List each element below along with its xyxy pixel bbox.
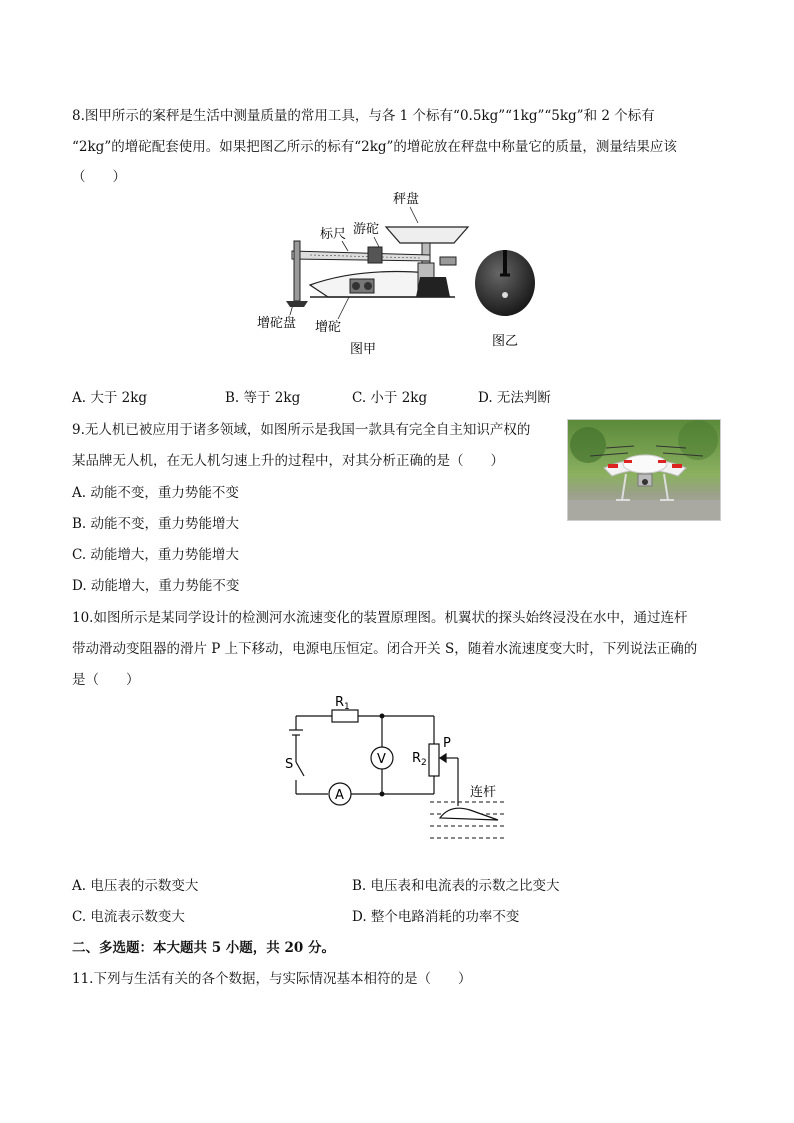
- label-weight: 增砣: [315, 320, 342, 335]
- q10-line3: 是（ ）: [72, 672, 140, 688]
- q10-line1: 10.如图所示是某同学设计的检测河水流速变化的装置原理图。机翼状的探头始终浸没在水中，通过连杆: [72, 610, 688, 626]
- voltmeter-icon: V: [377, 752, 386, 767]
- q10-option-b: B. 电压表和电流表的示数之比变大: [352, 878, 560, 894]
- section-heading: 二、多选题：本大题共 5 小题，共 20 分。: [72, 940, 335, 956]
- weight-figure: [470, 245, 540, 350]
- q8-line2: “2kg”的增砣配套使用。如果把图乙所示的标有“2kg”的增砣放在秤盘中称量它的质量，测量结果应该: [72, 139, 677, 155]
- q8-option-b: B. 等于 2kg: [225, 390, 301, 406]
- scale-figure: [250, 185, 490, 360]
- q8-option-d: D. 无法判断: [478, 390, 551, 406]
- label-pan: 秤盘: [393, 192, 420, 207]
- q8-option-a: A. 大于 2kg: [72, 390, 148, 406]
- q9-line1: 9.无人机已被应用于诸多领域，如图所示是我国一款具有完全自主知识产权的: [72, 422, 531, 438]
- circuit-diagram: [280, 690, 520, 840]
- q8-paren: （ ）: [72, 169, 126, 185]
- caption-b: 图乙: [492, 334, 519, 349]
- caption-a: 图甲: [350, 342, 377, 357]
- q9-option-a: A. 动能不变，重力势能不变: [72, 485, 239, 501]
- label-weight-pan: 增砣盘: [257, 316, 297, 331]
- q9-line2: 某品牌无人机，在无人机匀速上升的过程中，对其分析正确的是（ ）: [72, 453, 504, 469]
- q8-option-c: C. 小于 2kg: [352, 390, 428, 406]
- label-r1: $R_1$: [335, 695, 350, 712]
- label-r2: $R_2$: [412, 751, 427, 768]
- q10-line2: 带动滑动变阻器的滑片 P 上下移动，电源电压恒定。闭合开关 S，随着水流速度变大时，下列说法正确的: [72, 641, 698, 657]
- q8-line1: 8.图甲所示的案秤是生活中测量质量的常用工具，与各 1 个标有“0.5kg”“1kg”“5kg”和 2 个标有: [72, 108, 655, 124]
- q10-option-d: D. 整个电路消耗的功率不变: [352, 909, 520, 925]
- q9-option-b: B. 动能不变，重力势能增大: [72, 516, 240, 532]
- q10-option-c: C. 电流表示数变大: [72, 909, 185, 925]
- label-p: P: [443, 736, 451, 751]
- label-beam: 标尺: [320, 227, 347, 242]
- ammeter-icon: A: [335, 788, 344, 803]
- label-rod: 连杆: [470, 785, 497, 800]
- q11-line1: 11.下列与生活有关的各个数据，与实际情况基本相符的是（ ）: [72, 971, 472, 987]
- label-s: S: [285, 757, 294, 772]
- q9-option-c: C. 动能增大，重力势能增大: [72, 547, 239, 563]
- q9-option-d: D. 动能增大，重力势能不变: [72, 578, 240, 594]
- q10-option-a: A. 电压表的示数变大: [72, 878, 199, 894]
- drone-photo: [567, 419, 721, 521]
- label-rider: 游砣: [353, 222, 380, 237]
